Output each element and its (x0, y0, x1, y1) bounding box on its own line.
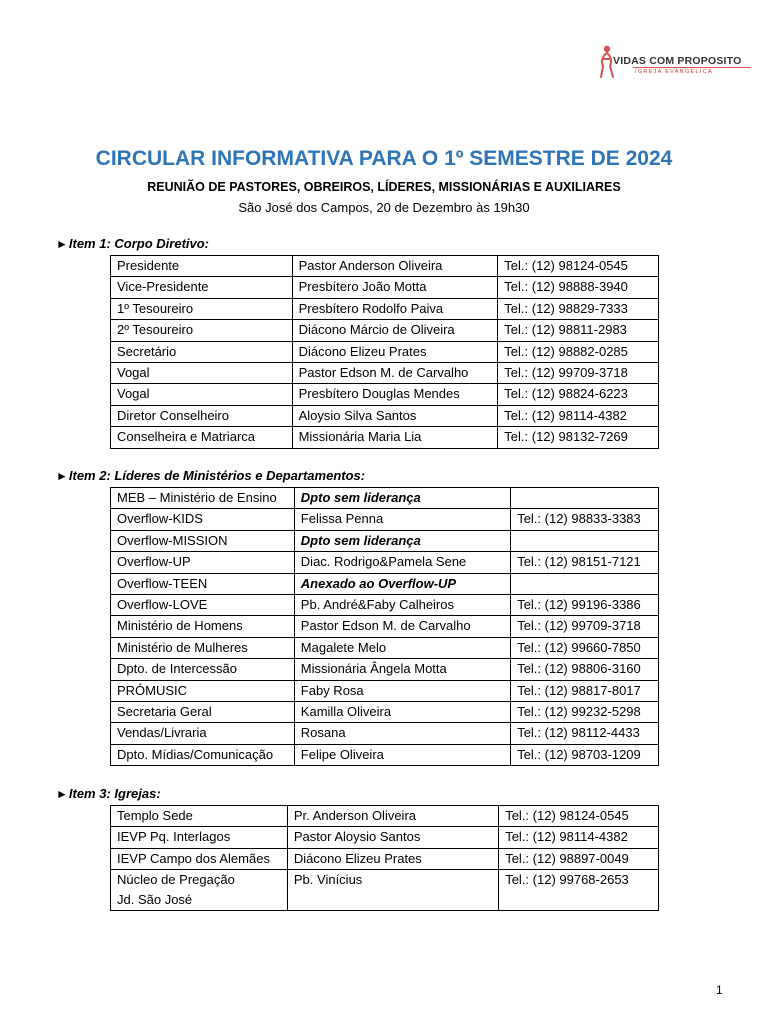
phone-cell: Tel.: (12) 98114-4382 (498, 405, 659, 426)
arrow-right-icon: ► (56, 787, 68, 801)
phone-cell: Tel.: (12) 99768-2653 (499, 870, 659, 911)
arrow-right-icon: ► (56, 237, 68, 251)
phone-cell: Tel.: (12) 98882-0285 (498, 341, 659, 362)
table-row (111, 659, 659, 680)
church-name-line: Núcleo de Pregação (117, 872, 235, 888)
table-row (111, 594, 659, 615)
leaders-table-body (111, 488, 659, 766)
name-cell: Pastor Edson M. de Carvalho (294, 616, 510, 637)
table-row (111, 827, 659, 848)
name-cell: Felissa Penna (294, 509, 510, 530)
role-cell: Vendas/Livraria (111, 723, 295, 744)
phone-cell (511, 573, 659, 594)
phone-cell: Tel.: (12) 98132-7269 (498, 427, 659, 448)
document-subtitle: REUNIÃO DE PASTORES, OBREIROS, LÍDERES, MISSIONÁRIAS E AUXILIARES (147, 180, 621, 194)
phone-cell: Tel.: (12) 98124-0545 (498, 256, 659, 277)
item3-heading (56, 786, 161, 801)
phone-cell: Tel.: (12) 99709-3718 (498, 362, 659, 383)
table-row (111, 680, 659, 701)
table-row (111, 341, 659, 362)
role-cell: Vogal (111, 384, 293, 405)
table-row (111, 405, 659, 426)
role-cell: Vogal (111, 362, 293, 383)
page-number: 1 (716, 983, 723, 997)
table-row (111, 616, 659, 637)
church-location-line: Jd. São José (117, 892, 193, 908)
name-cell: Anexado ao Overflow-UP (294, 573, 510, 594)
role-cell: Ministério de Mulheres (111, 637, 295, 658)
name-cell: Diácono Márcio de Oliveira (292, 320, 498, 341)
role-cell: Templo Sede (111, 806, 288, 827)
role-cell: Ministério de Homens (111, 616, 295, 637)
role-cell: Secretaria Geral (111, 701, 295, 722)
item3-heading-text: Item 3: Igrejas: (68, 786, 161, 801)
role-cell: Vice-Presidente (111, 277, 293, 298)
logo-subtext: IGREJA EVANGÉLICA (635, 69, 713, 75)
table-row (111, 362, 659, 383)
table-row (111, 744, 659, 765)
phone-cell: Tel.: (12) 98824-6223 (498, 384, 659, 405)
item2-heading-text: Item 2: Líderes de Ministérios e Departamentos: (68, 468, 366, 483)
name-cell: Missionária Ângela Motta (294, 659, 510, 680)
name-cell: Pastor Aloysio Santos (287, 827, 498, 848)
name-cell: Dpto sem liderança (294, 530, 510, 551)
table-row (111, 256, 659, 277)
name-cell: Pb. André&Faby Calheiros (294, 594, 510, 615)
church-logo (597, 44, 757, 84)
phone-cell: Tel.: (12) 98703-1209 (511, 744, 659, 765)
role-cell: Overflow-UP (111, 552, 295, 573)
name-cell: Rosana (294, 723, 510, 744)
table-row (111, 848, 659, 869)
name-cell: Kamilla Oliveira (294, 701, 510, 722)
table-row (111, 573, 659, 594)
leaders-table (110, 487, 659, 766)
churches-table-body (111, 806, 659, 911)
logo-underline (633, 67, 751, 68)
name-cell: Diac. Rodrigo&Pamela Sene (294, 552, 510, 573)
name-cell: Presbítero Douglas Mendes (292, 384, 498, 405)
role-cell: 1º Tesoureiro (111, 298, 293, 319)
phone-cell: Tel.: (12) 99196-3386 (511, 594, 659, 615)
role-cell: PRÓMUSIC (111, 680, 295, 701)
phone-cell: Tel.: (12) 98124-0545 (499, 806, 659, 827)
name-cell: Diácono Elizeu Prates (287, 848, 498, 869)
name-cell: Magalete Melo (294, 637, 510, 658)
name-cell: Diácono Elizeu Prates (292, 341, 498, 362)
role-cell: Conselheira e Matriarca (111, 427, 293, 448)
phone-cell: Tel.: (12) 98897-0049 (499, 848, 659, 869)
name-cell: Pb. Vinícius (287, 870, 498, 911)
document-title: CIRCULAR INFORMATIVA PARA O 1º SEMESTRE DE 2024 (95, 147, 673, 170)
table-row (111, 723, 659, 744)
phone-cell (511, 530, 659, 551)
name-cell: Dpto sem liderança (294, 488, 510, 509)
role-cell: IEVP Pq. Interlagos (111, 827, 288, 848)
phone-cell: Tel.: (12) 98888-3940 (498, 277, 659, 298)
name-cell: Aloysio Silva Santos (292, 405, 498, 426)
role-cell: Overflow-MISSION (111, 530, 295, 551)
phone-cell: Tel.: (12) 98811-2983 (498, 320, 659, 341)
name-cell: Pr. Anderson Oliveira (287, 806, 498, 827)
name-cell: Faby Rosa (294, 680, 510, 701)
phone-cell (511, 488, 659, 509)
phone-cell: Tel.: (12) 98114-4382 (499, 827, 659, 848)
table-row (111, 277, 659, 298)
table-row (111, 870, 659, 911)
role-cell: Secretário (111, 341, 293, 362)
table-row (111, 488, 659, 509)
phone-cell: Tel.: (12) 98151-7121 (511, 552, 659, 573)
name-cell: Felipe Oliveira (294, 744, 510, 765)
table-row (111, 806, 659, 827)
role-cell: Overflow-TEEN (111, 573, 295, 594)
item2-heading (56, 468, 365, 483)
table-row (111, 384, 659, 405)
table-row (111, 552, 659, 573)
meeting-location-date: São José dos Campos, 20 de Dezembro às 19h30 (238, 200, 530, 215)
role-cell: Overflow-LOVE (111, 594, 295, 615)
table-row (111, 427, 659, 448)
phone-cell: Tel.: (12) 99232-5298 (511, 701, 659, 722)
phone-cell: Tel.: (12) 98112-4433 (511, 723, 659, 744)
role-cell: Dpto. de Intercessão (111, 659, 295, 680)
name-cell: Presbítero João Motta (292, 277, 498, 298)
phone-cell: Tel.: (12) 99660-7850 (511, 637, 659, 658)
role-cell: MEB – Ministério de Ensino (111, 488, 295, 509)
phone-cell: Tel.: (12) 98833-3383 (511, 509, 659, 530)
name-cell: Pastor Anderson Oliveira (292, 256, 498, 277)
board-table (110, 255, 659, 449)
name-cell: Missionária Maria Lia (292, 427, 498, 448)
table-row (111, 701, 659, 722)
phone-cell: Tel.: (12) 98817-8017 (511, 680, 659, 701)
role-cell: Diretor Conselheiro (111, 405, 293, 426)
phone-cell: Tel.: (12) 99709-3718 (511, 616, 659, 637)
board-table-body (111, 256, 659, 449)
name-cell: Presbítero Rodolfo Paiva (292, 298, 498, 319)
role-cell: 2º Tesoureiro (111, 320, 293, 341)
table-row (111, 637, 659, 658)
item1-heading-text: Item 1: Corpo Diretivo: (68, 236, 210, 251)
role-cell (111, 870, 288, 911)
role-cell: IEVP Campo dos Alemães (111, 848, 288, 869)
role-cell: Dpto. Mídias/Comunicação (111, 744, 295, 765)
arrow-right-icon: ► (56, 469, 68, 483)
role-cell: Presidente (111, 256, 293, 277)
churches-table (110, 805, 659, 911)
table-row (111, 530, 659, 551)
table-row (111, 298, 659, 319)
role-cell: Overflow-KIDS (111, 509, 295, 530)
phone-cell: Tel.: (12) 98806-3160 (511, 659, 659, 680)
name-cell: Pastor Edson M. de Carvalho (292, 362, 498, 383)
table-row (111, 509, 659, 530)
item1-heading (56, 236, 209, 251)
logo-text: VIDAS COM PROPOSITO (613, 55, 742, 67)
phone-cell: Tel.: (12) 98829-7333 (498, 298, 659, 319)
table-row (111, 320, 659, 341)
